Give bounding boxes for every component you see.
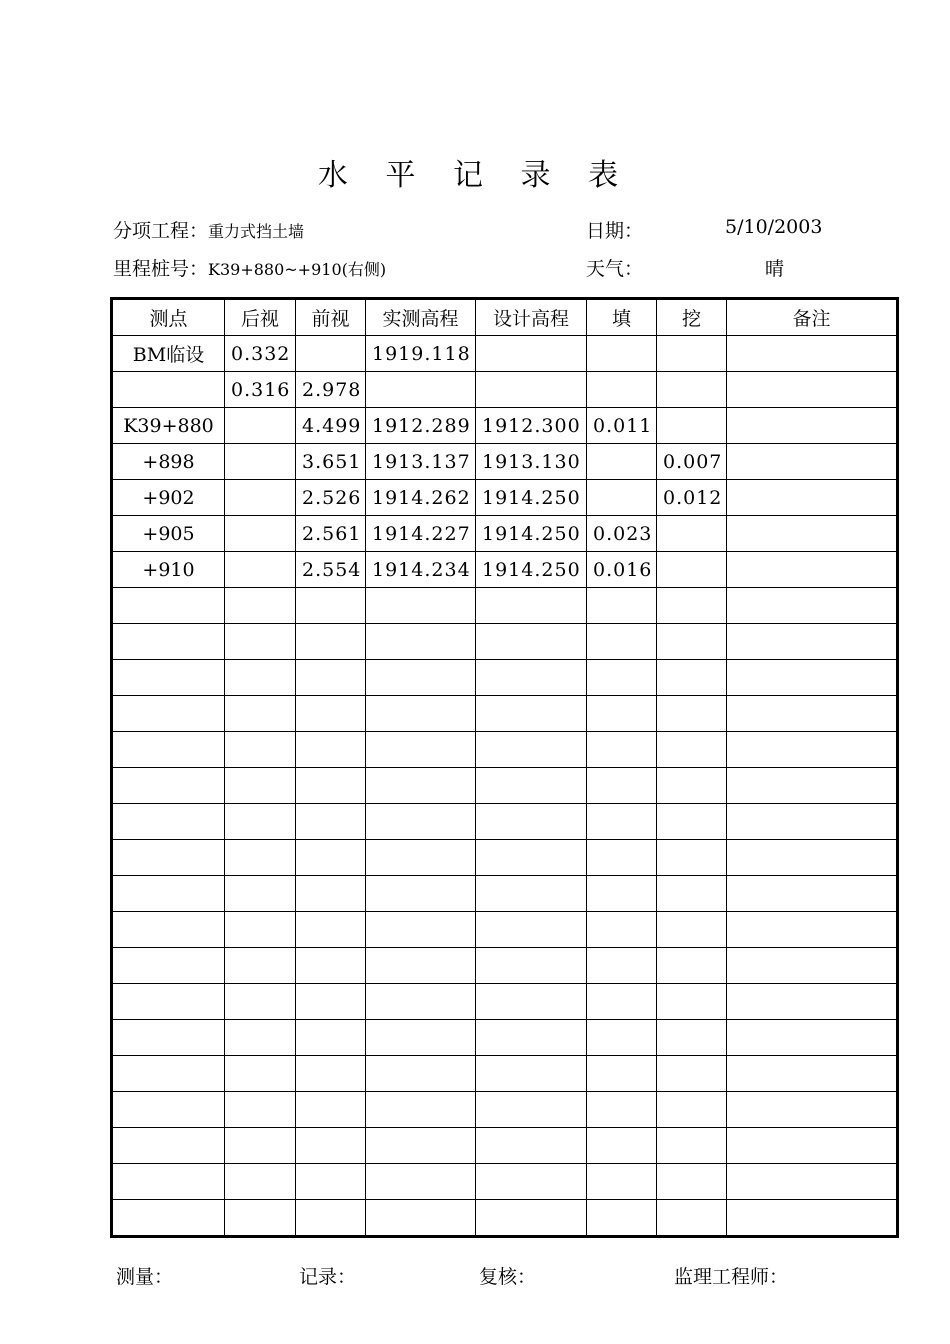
level-record-table	[110, 297, 899, 1238]
cell-cut	[657, 552, 727, 588]
empty-cell	[587, 1092, 657, 1128]
empty-cell	[727, 1200, 898, 1237]
empty-cell	[225, 876, 296, 912]
empty-cell	[366, 1092, 476, 1128]
weather-value: 晴	[765, 258, 785, 280]
cell-measured-elevation: 1913.137	[366, 444, 476, 480]
empty-cell	[587, 948, 657, 984]
empty-cell	[366, 840, 476, 876]
empty-cell	[727, 1164, 898, 1200]
cell-backsight	[225, 480, 296, 516]
empty-cell	[225, 1092, 296, 1128]
cell-backsight: 0.332	[225, 336, 296, 372]
empty-cell	[657, 732, 727, 768]
empty-cell	[112, 1200, 225, 1237]
empty-cell	[366, 732, 476, 768]
empty-cell	[366, 696, 476, 732]
empty-table-row	[112, 1020, 898, 1056]
empty-cell	[296, 1128, 366, 1164]
empty-cell	[476, 624, 587, 660]
empty-cell	[296, 1020, 366, 1056]
table-row	[112, 372, 898, 408]
empty-table-row	[112, 1200, 898, 1237]
empty-cell	[296, 624, 366, 660]
empty-cell	[727, 732, 898, 768]
col-header-cut: 挖	[657, 299, 727, 336]
empty-cell	[476, 768, 587, 804]
empty-cell	[476, 660, 587, 696]
empty-cell	[727, 876, 898, 912]
empty-cell	[366, 1128, 476, 1164]
cell-foresight: 2.526	[296, 480, 366, 516]
empty-cell	[366, 1020, 476, 1056]
cell-cut	[657, 336, 727, 372]
empty-cell	[657, 1056, 727, 1092]
empty-cell	[476, 1092, 587, 1128]
cell-remarks	[727, 552, 898, 588]
empty-cell	[112, 984, 225, 1020]
empty-table-row	[112, 1092, 898, 1128]
cell-fill: 0.023	[587, 516, 657, 552]
cell-backsight	[225, 444, 296, 480]
empty-cell	[727, 1092, 898, 1128]
empty-cell	[587, 876, 657, 912]
empty-cell	[225, 1164, 296, 1200]
empty-cell	[112, 660, 225, 696]
empty-cell	[587, 660, 657, 696]
empty-cell	[727, 1020, 898, 1056]
col-header-remarks: 备注	[727, 299, 898, 336]
empty-cell	[366, 876, 476, 912]
footer-review-label: 复核：	[479, 1266, 537, 1288]
empty-cell	[366, 660, 476, 696]
cell-foresight: 2.978	[296, 372, 366, 408]
empty-cell	[366, 948, 476, 984]
cell-fill	[587, 336, 657, 372]
station-value: K39+880~+910(右侧)	[208, 260, 387, 279]
cell-design-elevation: 1914.250	[476, 480, 587, 516]
cell-cut	[657, 516, 727, 552]
empty-cell	[112, 876, 225, 912]
project-line	[113, 216, 304, 243]
empty-table-row	[112, 624, 898, 660]
cell-fill	[587, 372, 657, 408]
cell-cut: 0.007	[657, 444, 727, 480]
empty-table-row	[112, 876, 898, 912]
col-header-design-elevation: 设计高程	[476, 299, 587, 336]
empty-cell	[225, 624, 296, 660]
empty-cell	[296, 876, 366, 912]
cell-foresight: 3.651	[296, 444, 366, 480]
empty-table-row	[112, 1164, 898, 1200]
footer-record-label: 记录：	[299, 1266, 357, 1288]
empty-cell	[657, 1020, 727, 1056]
footer-survey-label: 测量：	[116, 1266, 174, 1288]
empty-table-row	[112, 840, 898, 876]
cell-measured-elevation: 1914.234	[366, 552, 476, 588]
empty-cell	[112, 624, 225, 660]
empty-cell	[657, 624, 727, 660]
empty-cell	[296, 660, 366, 696]
empty-table-row	[112, 948, 898, 984]
cell-remarks	[727, 408, 898, 444]
empty-cell	[727, 660, 898, 696]
station-label: 里程桩号：	[113, 258, 209, 280]
empty-cell	[476, 1056, 587, 1092]
empty-cell	[587, 1128, 657, 1164]
empty-cell	[657, 1128, 727, 1164]
empty-table-row	[112, 912, 898, 948]
empty-cell	[587, 840, 657, 876]
cell-fill	[587, 444, 657, 480]
empty-cell	[225, 984, 296, 1020]
empty-cell	[657, 948, 727, 984]
empty-cell	[587, 984, 657, 1020]
empty-cell	[476, 1200, 587, 1237]
empty-cell	[587, 1164, 657, 1200]
empty-cell	[225, 1020, 296, 1056]
cell-foresight: 4.499	[296, 408, 366, 444]
date-value: 5/10/2003	[725, 216, 823, 238]
cell-backsight	[225, 408, 296, 444]
empty-cell	[476, 912, 587, 948]
empty-cell	[657, 1200, 727, 1237]
empty-cell	[727, 1056, 898, 1092]
empty-cell	[296, 768, 366, 804]
empty-cell	[366, 1056, 476, 1092]
cell-remarks	[727, 444, 898, 480]
cell-fill: 0.011	[587, 408, 657, 444]
empty-cell	[657, 768, 727, 804]
empty-cell	[587, 696, 657, 732]
empty-cell	[225, 1200, 296, 1237]
table-row	[112, 552, 898, 588]
empty-cell	[225, 1128, 296, 1164]
empty-cell	[112, 804, 225, 840]
empty-table-row	[112, 588, 898, 624]
empty-cell	[657, 1092, 727, 1128]
empty-cell	[476, 984, 587, 1020]
empty-cell	[225, 732, 296, 768]
empty-cell	[296, 588, 366, 624]
cell-design-elevation: 1913.130	[476, 444, 587, 480]
empty-cell	[112, 1056, 225, 1092]
date-label: 日期：	[586, 220, 644, 242]
empty-cell	[366, 588, 476, 624]
project-label: 分项工程：	[113, 220, 209, 242]
empty-cell	[657, 804, 727, 840]
table-header-row	[112, 299, 898, 336]
cell-point: +905	[112, 516, 225, 552]
empty-cell	[112, 732, 225, 768]
empty-cell	[112, 1020, 225, 1056]
empty-cell	[296, 840, 366, 876]
empty-cell	[727, 1128, 898, 1164]
cell-backsight: 0.316	[225, 372, 296, 408]
cell-measured-elevation: 1914.262	[366, 480, 476, 516]
cell-design-elevation: 1914.250	[476, 552, 587, 588]
empty-cell	[657, 876, 727, 912]
empty-cell	[112, 1128, 225, 1164]
station-line	[113, 254, 386, 281]
empty-cell	[587, 1056, 657, 1092]
empty-cell	[296, 948, 366, 984]
empty-cell	[225, 768, 296, 804]
empty-cell	[366, 984, 476, 1020]
cell-design-elevation	[476, 372, 587, 408]
empty-cell	[657, 588, 727, 624]
footer-supervisor-label: 监理工程师：	[674, 1266, 789, 1288]
empty-cell	[587, 1020, 657, 1056]
empty-cell	[112, 840, 225, 876]
empty-cell	[112, 588, 225, 624]
empty-cell	[112, 768, 225, 804]
empty-cell	[296, 1200, 366, 1237]
col-header-point: 测点	[112, 299, 225, 336]
cell-foresight	[296, 336, 366, 372]
empty-cell	[587, 912, 657, 948]
empty-table-row	[112, 1128, 898, 1164]
empty-cell	[476, 876, 587, 912]
empty-cell	[366, 1200, 476, 1237]
table-row	[112, 336, 898, 372]
cell-remarks	[727, 336, 898, 372]
empty-cell	[366, 768, 476, 804]
empty-cell	[657, 696, 727, 732]
cell-cut: 0.012	[657, 480, 727, 516]
cell-fill	[587, 480, 657, 516]
cell-measured-elevation: 1919.118	[366, 336, 476, 372]
table-row	[112, 408, 898, 444]
empty-cell	[727, 840, 898, 876]
empty-cell	[225, 1056, 296, 1092]
empty-cell	[727, 624, 898, 660]
cell-remarks	[727, 372, 898, 408]
empty-cell	[727, 588, 898, 624]
empty-cell	[366, 804, 476, 840]
cell-foresight: 2.554	[296, 552, 366, 588]
empty-cell	[112, 1092, 225, 1128]
cell-remarks	[727, 480, 898, 516]
empty-cell	[476, 1020, 587, 1056]
empty-cell	[296, 1092, 366, 1128]
empty-cell	[587, 732, 657, 768]
cell-fill: 0.016	[587, 552, 657, 588]
empty-cell	[296, 912, 366, 948]
empty-table-row	[112, 660, 898, 696]
cell-design-elevation	[476, 336, 587, 372]
project-value: 重力式挡土墙	[208, 222, 305, 241]
table-row	[112, 444, 898, 480]
cell-remarks	[727, 516, 898, 552]
empty-cell	[657, 1164, 727, 1200]
col-header-fill: 填	[587, 299, 657, 336]
cell-point: +910	[112, 552, 225, 588]
col-header-foresight: 前视	[296, 299, 366, 336]
empty-cell	[657, 984, 727, 1020]
empty-cell	[296, 804, 366, 840]
page-title: 水 平 记 录 表	[317, 158, 633, 193]
empty-cell	[296, 732, 366, 768]
empty-cell	[112, 696, 225, 732]
empty-cell	[727, 948, 898, 984]
col-header-measured-elevation: 实测高程	[366, 299, 476, 336]
empty-cell	[476, 732, 587, 768]
empty-cell	[587, 1200, 657, 1237]
cell-measured-elevation: 1914.227	[366, 516, 476, 552]
empty-cell	[112, 948, 225, 984]
table-row	[112, 480, 898, 516]
cell-measured-elevation: 1912.289	[366, 408, 476, 444]
cell-cut	[657, 408, 727, 444]
empty-cell	[727, 804, 898, 840]
empty-table-row	[112, 768, 898, 804]
weather-label: 天气：	[586, 258, 644, 280]
empty-cell	[225, 660, 296, 696]
empty-cell	[296, 1164, 366, 1200]
empty-table-row	[112, 804, 898, 840]
table-row	[112, 516, 898, 552]
empty-cell	[476, 948, 587, 984]
col-header-backsight: 后视	[225, 299, 296, 336]
cell-measured-elevation	[366, 372, 476, 408]
empty-cell	[476, 588, 587, 624]
empty-table-row	[112, 1056, 898, 1092]
empty-cell	[225, 840, 296, 876]
empty-cell	[225, 588, 296, 624]
empty-cell	[366, 1164, 476, 1200]
empty-cell	[476, 1128, 587, 1164]
empty-cell	[296, 984, 366, 1020]
empty-cell	[476, 696, 587, 732]
empty-cell	[657, 840, 727, 876]
empty-table-row	[112, 696, 898, 732]
cell-design-elevation: 1914.250	[476, 516, 587, 552]
empty-cell	[112, 1164, 225, 1200]
empty-cell	[727, 984, 898, 1020]
empty-cell	[366, 912, 476, 948]
empty-cell	[727, 912, 898, 948]
empty-cell	[225, 696, 296, 732]
empty-cell	[225, 912, 296, 948]
empty-cell	[587, 804, 657, 840]
cell-foresight: 2.561	[296, 516, 366, 552]
empty-cell	[587, 768, 657, 804]
empty-table-row	[112, 732, 898, 768]
cell-cut	[657, 372, 727, 408]
cell-point	[112, 372, 225, 408]
empty-cell	[296, 696, 366, 732]
empty-cell	[727, 696, 898, 732]
empty-cell	[225, 804, 296, 840]
empty-cell	[587, 588, 657, 624]
empty-cell	[476, 1164, 587, 1200]
empty-cell	[112, 912, 225, 948]
cell-backsight	[225, 516, 296, 552]
empty-cell	[587, 624, 657, 660]
empty-cell	[476, 804, 587, 840]
empty-cell	[296, 1056, 366, 1092]
cell-backsight	[225, 552, 296, 588]
empty-cell	[727, 768, 898, 804]
empty-cell	[657, 660, 727, 696]
cell-point: K39+880	[112, 408, 225, 444]
empty-cell	[657, 912, 727, 948]
cell-design-elevation: 1912.300	[476, 408, 587, 444]
cell-point: +898	[112, 444, 225, 480]
cell-point: +902	[112, 480, 225, 516]
cell-point: BM临设	[112, 336, 225, 372]
empty-cell	[225, 948, 296, 984]
empty-table-row	[112, 984, 898, 1020]
empty-cell	[476, 840, 587, 876]
empty-cell	[366, 624, 476, 660]
